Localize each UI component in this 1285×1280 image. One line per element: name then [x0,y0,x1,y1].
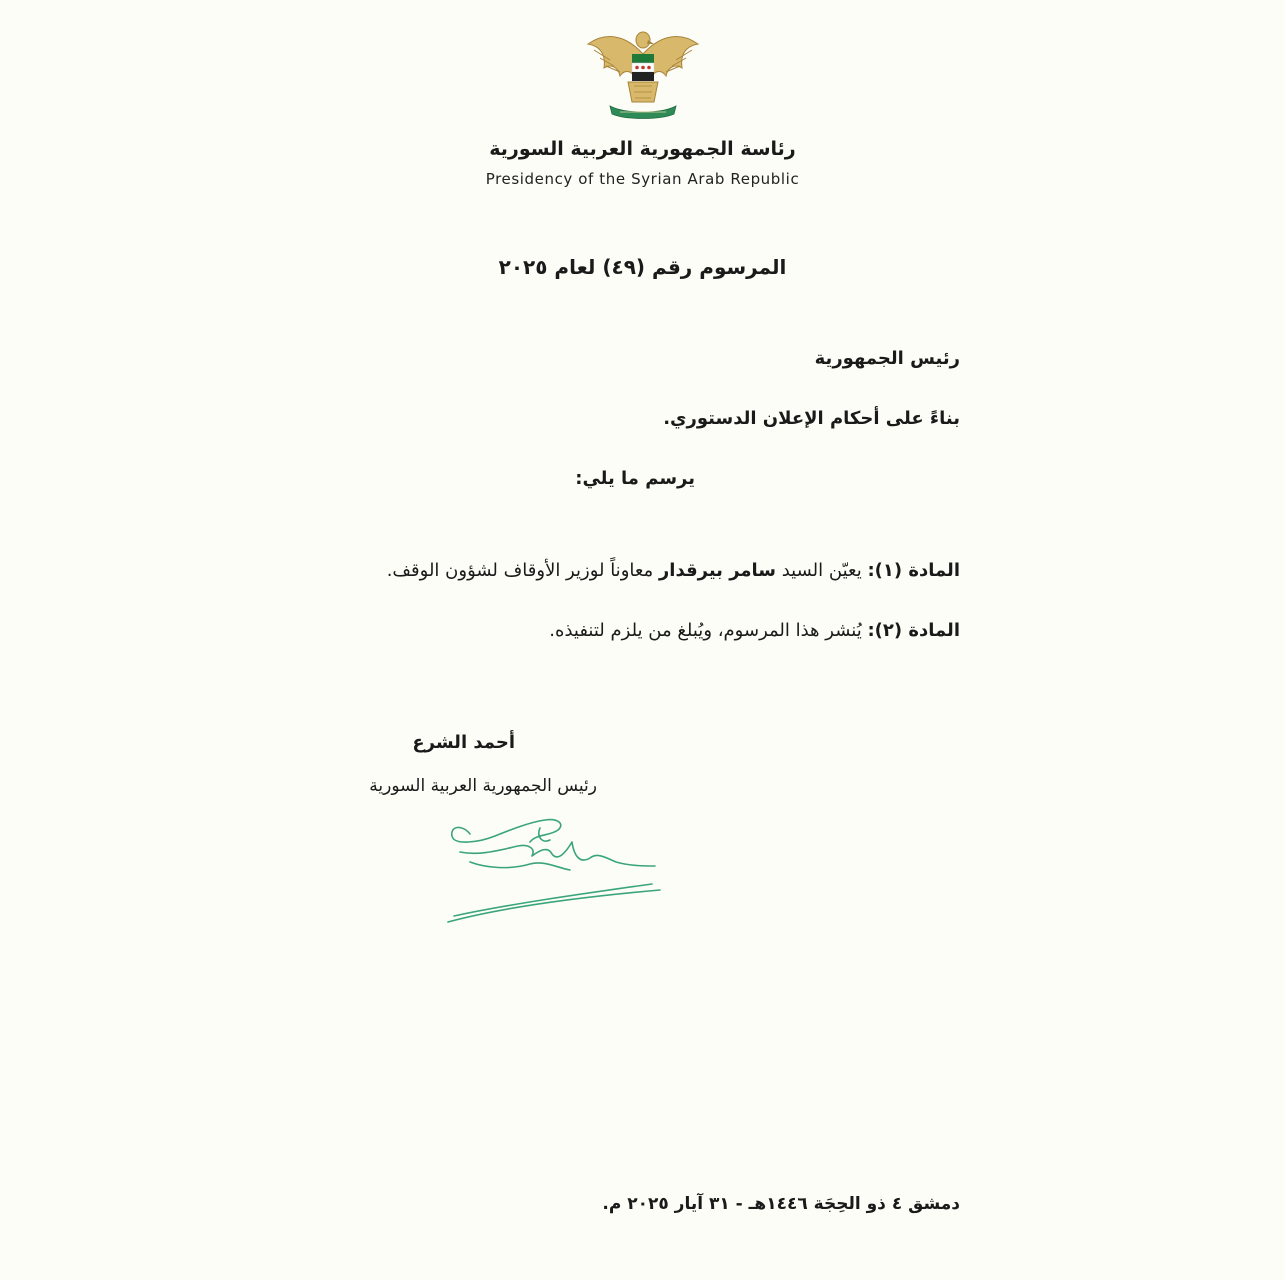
signatory-title: رئيس الجمهورية العربية السورية [369,776,597,796]
decree-title: المرسوم رقم (٤٩) لعام ٢٠٢٥ [498,255,787,279]
date-line: دمشق ٤ ذو الحِجَة ١٤٤٦هـ - ٣١ آيار ٢٠٢٥ م. [602,1194,960,1214]
decree-issuer: رئيس الجمهورية [814,348,960,369]
decree-basis: بناءً على أحكام الإعلان الدستوري. [663,408,960,429]
article-1-label: المادة (١): [867,560,960,581]
article-2-label: المادة (٢): [867,620,960,641]
handwritten-signature-icon [440,812,670,932]
article-1-appointee-name: سامر بيرقدار [658,560,777,581]
syrian-eagle-emblem-icon [580,24,706,124]
signatory-name: أحمد الشرع [412,732,515,753]
article-1-text-after: معاوناً لوزير الأوقاف لشؤون الوقف. [386,560,659,581]
article-2 [549,620,960,641]
article-1 [387,560,960,581]
article-1-text-before: يعيّن السيد [776,560,868,581]
decree-intro: يرسم ما يلي: [575,468,695,489]
header-title-english: Presidency of the Syrian Arab Republic [485,170,800,188]
article-2-text: يُنشر هذا المرسوم، ويُبلغ من يلزم لتنفيذه. [549,620,868,641]
header-title-arabic: رئاسة الجمهورية العربية السورية [489,138,796,160]
